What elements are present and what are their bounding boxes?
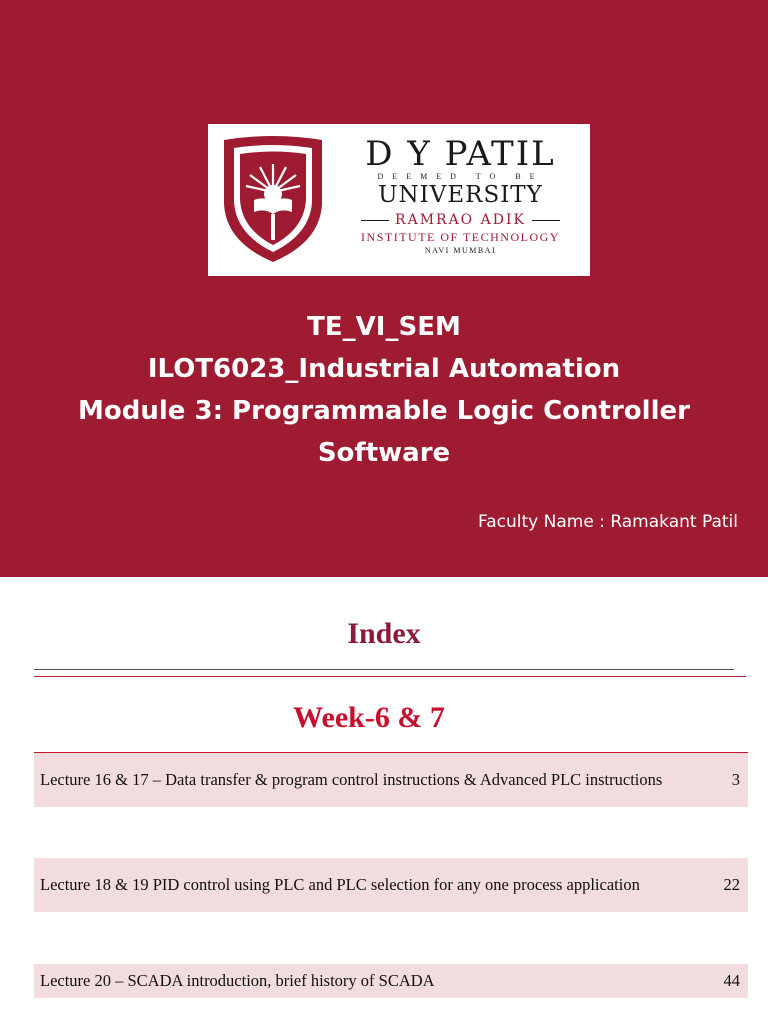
week-heading: Week-6 & 7 — [293, 701, 445, 734]
logo-ramrao — [338, 210, 583, 230]
logo-ramrao-text: RAMRAO ADIK — [395, 212, 526, 228]
logo-city: NAVI MUMBAI — [424, 246, 497, 255]
logo-rule-left — [361, 220, 389, 221]
logo-name: D Y PATIL — [365, 134, 556, 174]
table-row[interactable] — [34, 858, 748, 912]
title-course: ILOT6023_Industrial Automation — [147, 354, 621, 384]
table-row[interactable] — [34, 752, 748, 807]
lecture-title: Lecture 20 – SCADA introduction, brief history of SCADA — [40, 971, 435, 990]
logo-rule-right — [532, 220, 560, 221]
lecture-title: Lecture 16 & 17 – Data transfer & program control instructions & Advanced PLC instructions — [40, 770, 663, 789]
lecture-page: 44 — [723, 971, 740, 990]
divider-red — [34, 676, 746, 677]
course-title — [0, 306, 768, 474]
lecture-title: Lecture 18 & 19 PID control using PLC and PLC selection for any one process application — [40, 875, 640, 894]
logo-institute: INSTITUTE OF TECHNOLOGY — [361, 230, 560, 244]
shield-emblem-icon — [220, 134, 326, 266]
logo-deemed: DEEMED TO BE — [377, 172, 544, 181]
logo-university: UNIVERSITY — [378, 182, 543, 208]
divider-dark — [34, 669, 734, 670]
university-logo — [208, 124, 590, 276]
title-module-cont: Software — [317, 438, 451, 468]
index-heading: Index — [347, 617, 421, 650]
title-semester: TE_VI_SEM — [307, 312, 461, 342]
title-module: Module 3: Programmable Logic Controller — [78, 396, 690, 426]
lecture-page: 22 — [723, 875, 740, 894]
lecture-page: 3 — [731, 770, 740, 789]
table-row[interactable] — [34, 964, 748, 998]
logo-wordmark — [338, 136, 583, 257]
faculty-name: Faculty Name : Ramakant Patil — [478, 512, 738, 532]
